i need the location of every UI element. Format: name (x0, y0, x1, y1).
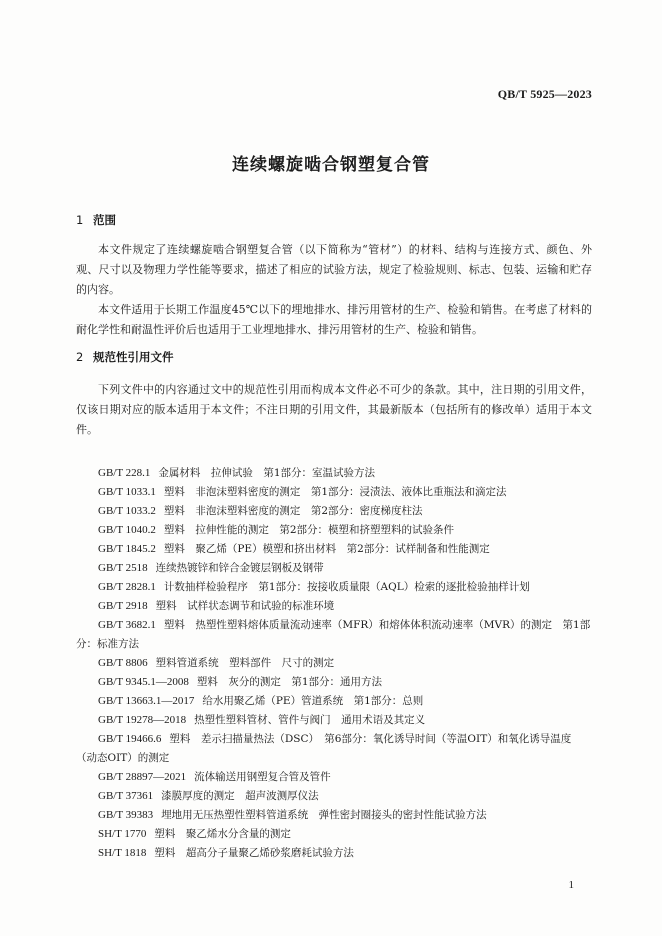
reference-title: 连续热镀锌和锌合金镀层钢板及钢带 (155, 562, 324, 574)
reference-code: GB/T 3682.1 (98, 619, 156, 631)
section-2-heading (76, 349, 174, 365)
reference-item (76, 597, 592, 616)
reference-title: 塑料 非泡沫塑料密度的测定 第1部分：浸渍法、液体比重瓶法和滴定法 (163, 486, 507, 498)
standard-code: QB/T 5925—2023 (497, 87, 592, 101)
reference-item (76, 844, 592, 863)
scope-paragraph-1: 本文件规定了连续螺旋啮合钢塑复合管（以下简称为“管材”）的材料、结构与连接方式、颜色、外观、尺寸以及物理力学性能等要求，描述了相应的试验方法，规定了检验规则、标志、包装、运输和贮存的内容。 (76, 243, 592, 296)
reference-item (76, 825, 592, 844)
page-number: 1 (568, 879, 574, 891)
reference-code: GB/T 2828.1 (98, 581, 156, 593)
reference-code: GB/T 2518 (98, 562, 148, 574)
reference-title: 热塑性塑料管材、管件与阀门 通用术语及其定义 (194, 714, 426, 726)
reference-code: GB/T 19278—2018 (98, 714, 187, 726)
reference-title: 塑料 聚乙烯水分含量的测定 (154, 828, 291, 840)
reference-item (76, 673, 592, 692)
reference-item (76, 768, 592, 787)
reference-item (76, 787, 592, 806)
reference-code: GB/T 37361 (98, 790, 154, 802)
reference-item (76, 578, 592, 597)
reference-title: 塑料管道系统 塑料部件 尺寸的测定 (155, 657, 335, 669)
reference-code: GB/T 1033.1 (98, 486, 156, 498)
reference-code: GB/T 19466.6 (98, 733, 162, 745)
reference-code: GB/T 1040.2 (98, 524, 156, 536)
reference-item (76, 730, 592, 768)
reference-title: 塑料 灰分的测定 第1部分：通用方法 (196, 676, 383, 688)
reference-title: 金属材料 拉伸试验 第1部分：室温试验方法 (158, 467, 376, 479)
reference-item (76, 559, 592, 578)
reference-code: GB/T 8806 (98, 657, 148, 669)
reference-item (76, 616, 592, 654)
reference-code: GB/T 13663.1—2017 (98, 695, 195, 707)
reference-title: 塑料 非泡沫塑料密度的测定 第2部分：密度梯度柱法 (163, 505, 423, 517)
section-1-heading (76, 212, 116, 228)
reference-title: 给水用聚乙烯（PE）管道系统 第1部分：总则 (202, 695, 424, 707)
reference-item (76, 483, 592, 502)
reference-code: GB/T 228.1 (98, 467, 151, 479)
reference-code: GB/T 1033.2 (98, 505, 156, 517)
reference-item (76, 806, 592, 825)
reference-code: GB/T 2918 (98, 600, 148, 612)
reference-code: GB/T 1845.2 (98, 543, 156, 555)
reference-title: 埋地用无压热塑性塑料管道系统 弹性密封圈接头的密封性能试验方法 (161, 809, 487, 821)
reference-item (76, 654, 592, 673)
reference-title: 塑料 热塑性塑料熔体质量流动速率（MFR）和熔体体积流动速率（MVR）的测定 第1部分：标准方法 (76, 619, 591, 650)
reference-title: 流体输送用钢塑复合管及管件 (194, 771, 331, 783)
reference-item (76, 711, 592, 730)
normative-references-list (76, 464, 592, 863)
reference-title: 塑料 超高分子量聚乙烯砂浆磨耗试验方法 (154, 847, 354, 859)
scope-paragraph-2: 本文件适用于长期工作温度45℃以下的埋地排水、排污用管材的生产、检验和销售。在考虑了材料的耐化学性和耐温性评价后也适用于工业埋地排水、排污用管材的生产、检验和销售。 (76, 303, 592, 336)
reference-title: 塑料 差示扫描量热法（DSC） 第6部分：氧化诱导时间（等温OIT）和氧化诱导温度（动态OIT）的测定 (76, 733, 572, 764)
reference-title: 塑料 试样状态调节和试验的标准环境 (155, 600, 335, 612)
reference-code: GB/T 9345.1—2008 (98, 676, 189, 688)
reference-title: 漆膜厚度的测定 超声波测厚仪法 (161, 790, 319, 802)
reference-item (76, 502, 592, 521)
section-1-title: 范围 (93, 213, 116, 227)
reference-code: GB/T 28897—2021 (98, 771, 187, 783)
reference-title: 塑料 聚乙烯（PE）模塑和挤出材料 第2部分：试样制备和性能测定 (163, 543, 490, 555)
reference-item (76, 464, 592, 483)
section-1-number: 1 (76, 213, 84, 227)
reference-item (76, 540, 592, 559)
section-2-title: 规范性引用文件 (93, 350, 174, 364)
document-title: 连续螺旋啮合钢塑复合管 (232, 155, 430, 175)
reference-item (76, 521, 592, 540)
reference-title: 计数抽样检验程序 第1部分：按接收质量限（AQL）检索的逐批检验抽样计划 (163, 581, 530, 593)
references-intro: 下列文件中的内容通过文中的规范性引用而构成本文件必不可少的条款。其中，注日期的引用文件，仅该日期对应的版本适用于本文件；不注日期的引用文件，其最新版本（包括所有的修改单）适用于本文件。 (76, 383, 592, 436)
reference-code: SH/T 1818 (98, 847, 147, 859)
reference-item (76, 692, 592, 711)
reference-title: 塑料 拉伸性能的测定 第2部分：模塑和挤塑塑料的试验条件 (163, 524, 455, 536)
reference-code: GB/T 39383 (98, 809, 154, 821)
reference-code: SH/T 1770 (98, 828, 147, 840)
section-2-number: 2 (76, 350, 84, 364)
